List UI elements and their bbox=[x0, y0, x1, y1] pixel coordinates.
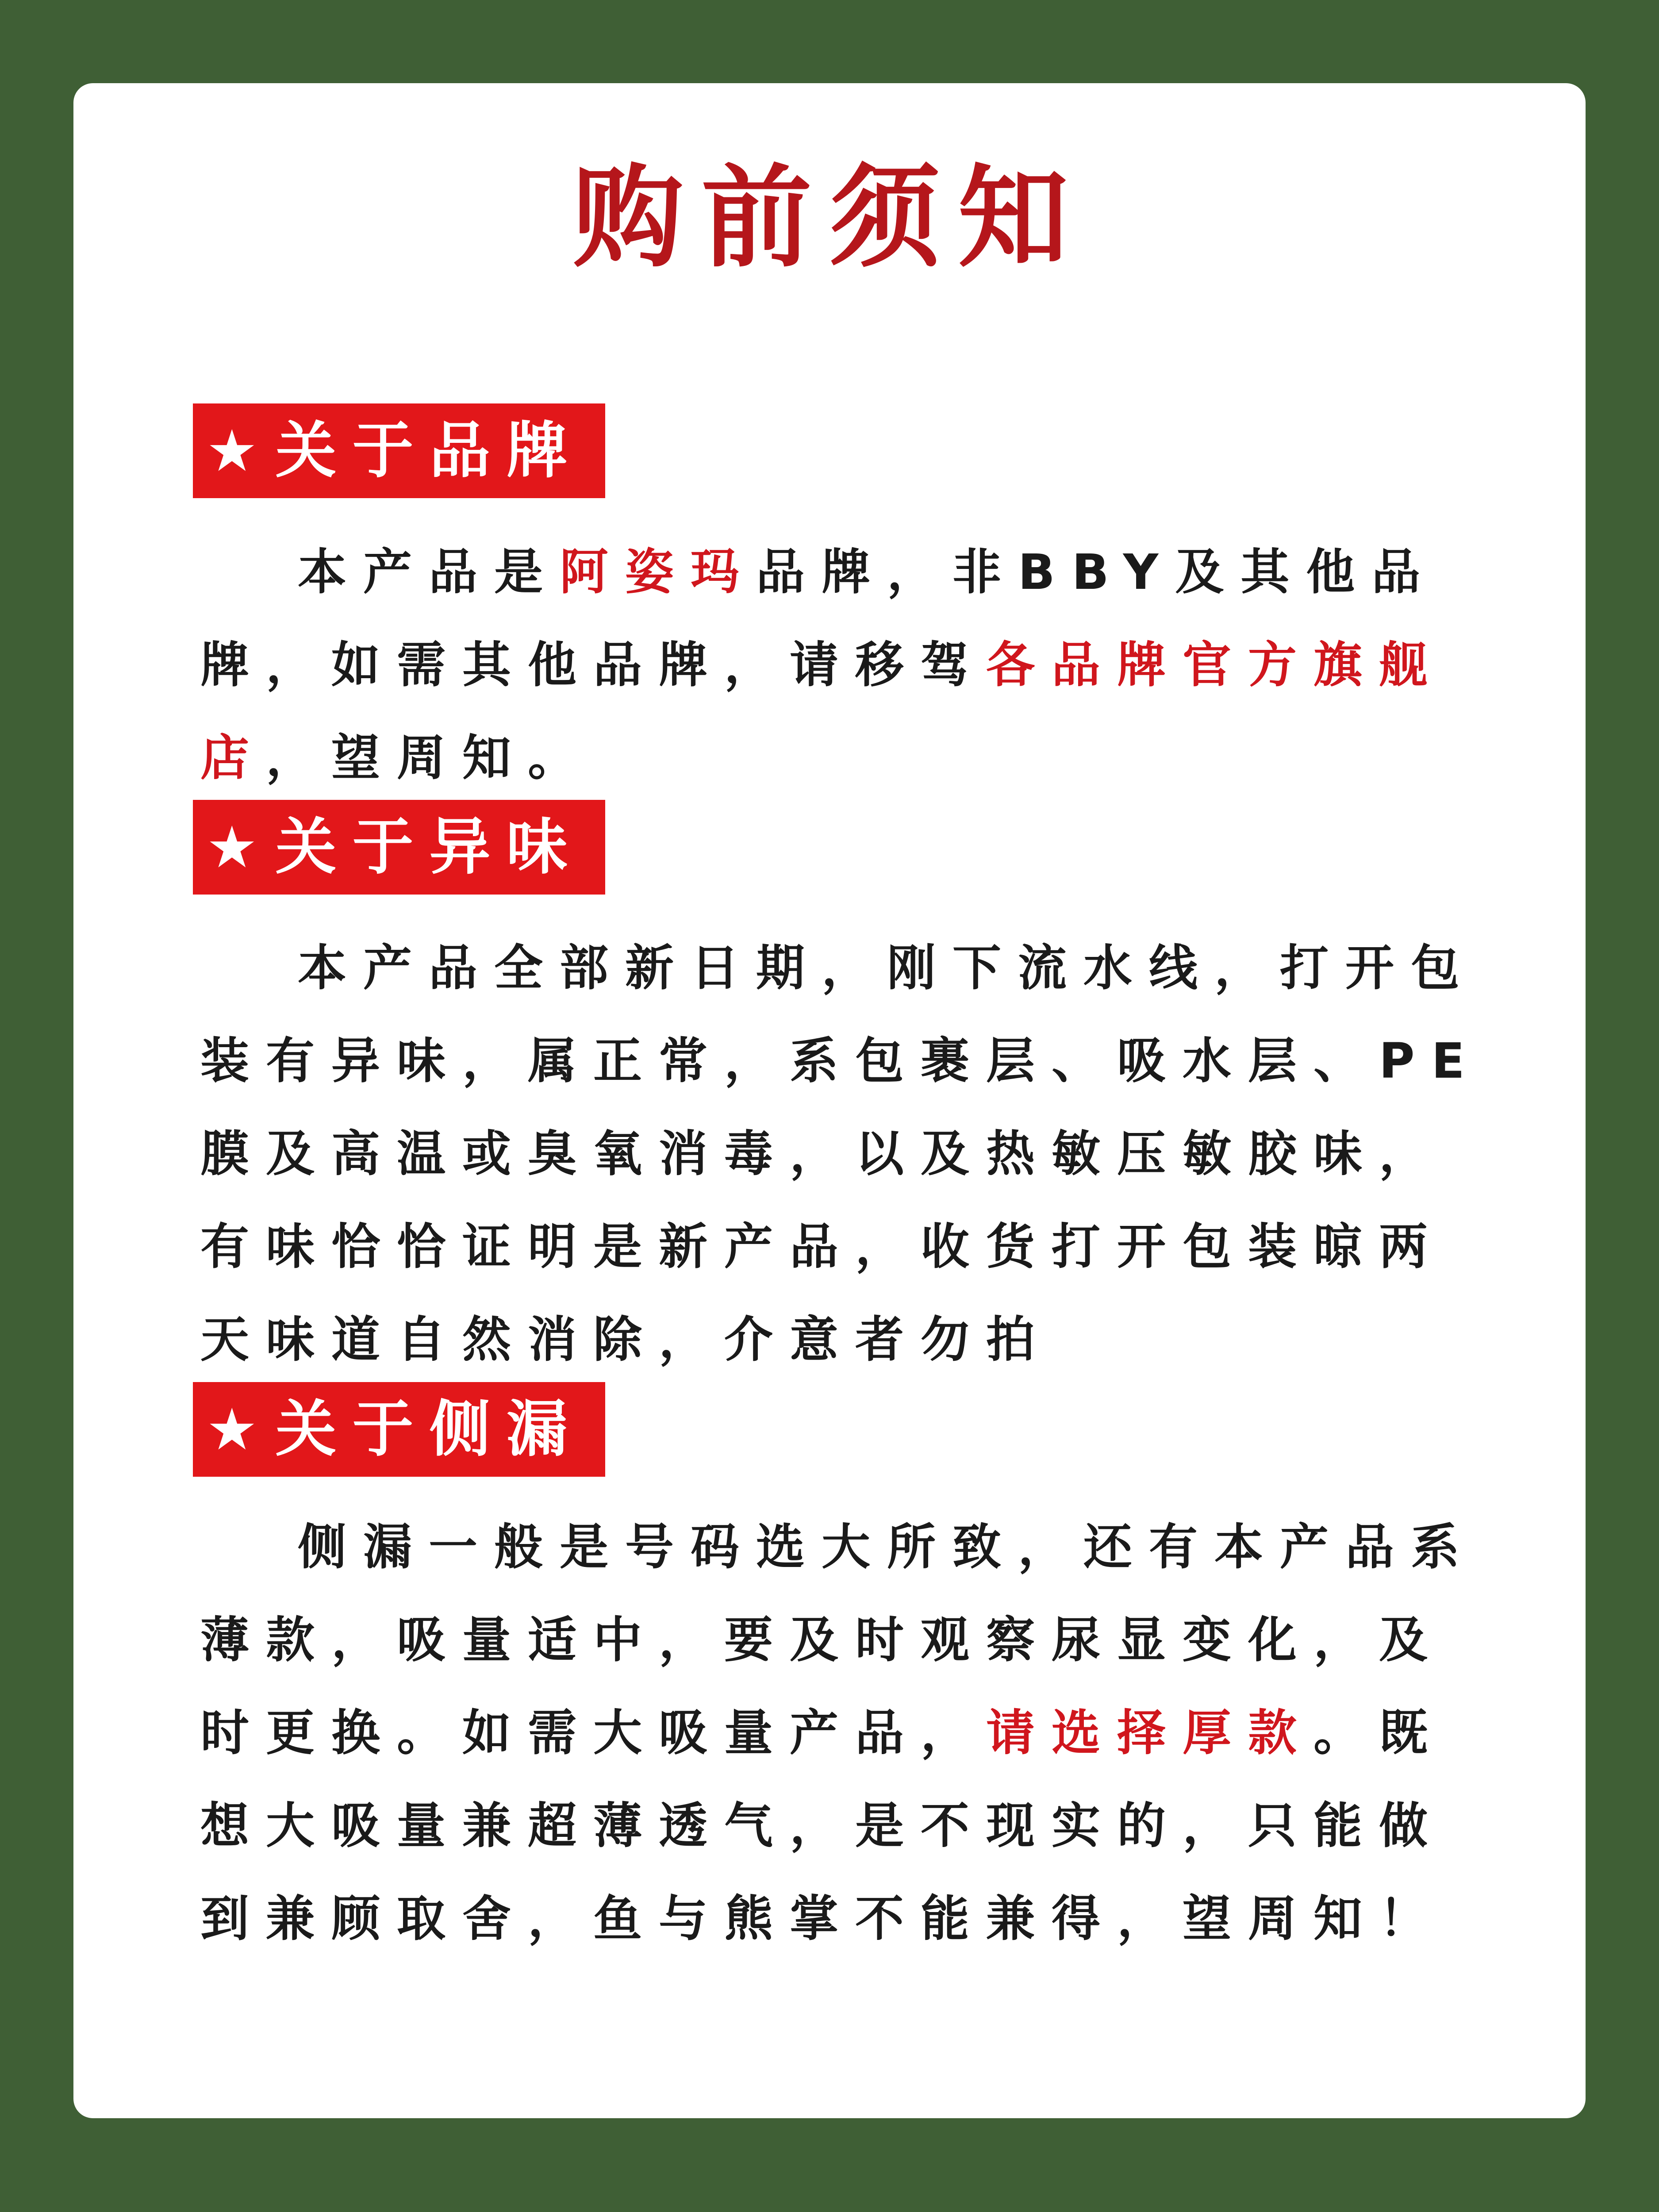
section-body-leakage bbox=[200, 1501, 1492, 1965]
page-title: 购前须知 bbox=[573, 154, 1086, 282]
section-heading-odor bbox=[193, 800, 605, 895]
section-heading-label: 关于异味 bbox=[275, 811, 584, 883]
body-text: ，望周知。 bbox=[266, 730, 593, 786]
section-heading-leakage bbox=[193, 1382, 605, 1477]
star-icon: ★ bbox=[206, 814, 258, 881]
section-heading-label: 关于品牌 bbox=[275, 415, 584, 486]
body-text: 本产品全部新日期，刚下流水线，打开包装有异味，属正常，系包裹层、吸水层、PE膜及高温或臭氧消毒，以及热敏压敏胶味，有味恰恰证明是新产品，收货打开包装晾两天味道自然消除，介意者勿拍 bbox=[200, 940, 1482, 1368]
body-text: 。既想大吸量兼超薄透气，是不现实的，只能做到兼顾取舍，鱼与熊掌不能兼得，望周知！ bbox=[200, 1705, 1444, 1947]
body-text: 侧漏一般是号码选大所致，还有本产品系薄款，吸量适中，要及时观察尿显变化，及时更换。如需大吸量产品， bbox=[200, 1519, 1476, 1761]
body-text: 本产品是 bbox=[298, 544, 560, 600]
thick-option-highlight: 请选择厚款 bbox=[986, 1705, 1313, 1761]
star-icon: ★ bbox=[206, 1396, 258, 1463]
notice-card bbox=[73, 83, 1586, 2118]
section-heading-label: 关于侧漏 bbox=[275, 1394, 584, 1465]
brand-name-highlight: 阿姿玛 bbox=[560, 544, 756, 600]
flagship-store-highlight: 各品牌官方旗舰店 bbox=[200, 637, 1444, 786]
section-body-odor bbox=[200, 922, 1492, 1386]
body-text: 品牌，非BBY及其他品牌，如需其他品牌，请移驾 bbox=[200, 544, 1437, 693]
section-heading-brand bbox=[193, 403, 605, 498]
star-icon: ★ bbox=[206, 417, 258, 484]
section-body-brand bbox=[200, 526, 1492, 804]
